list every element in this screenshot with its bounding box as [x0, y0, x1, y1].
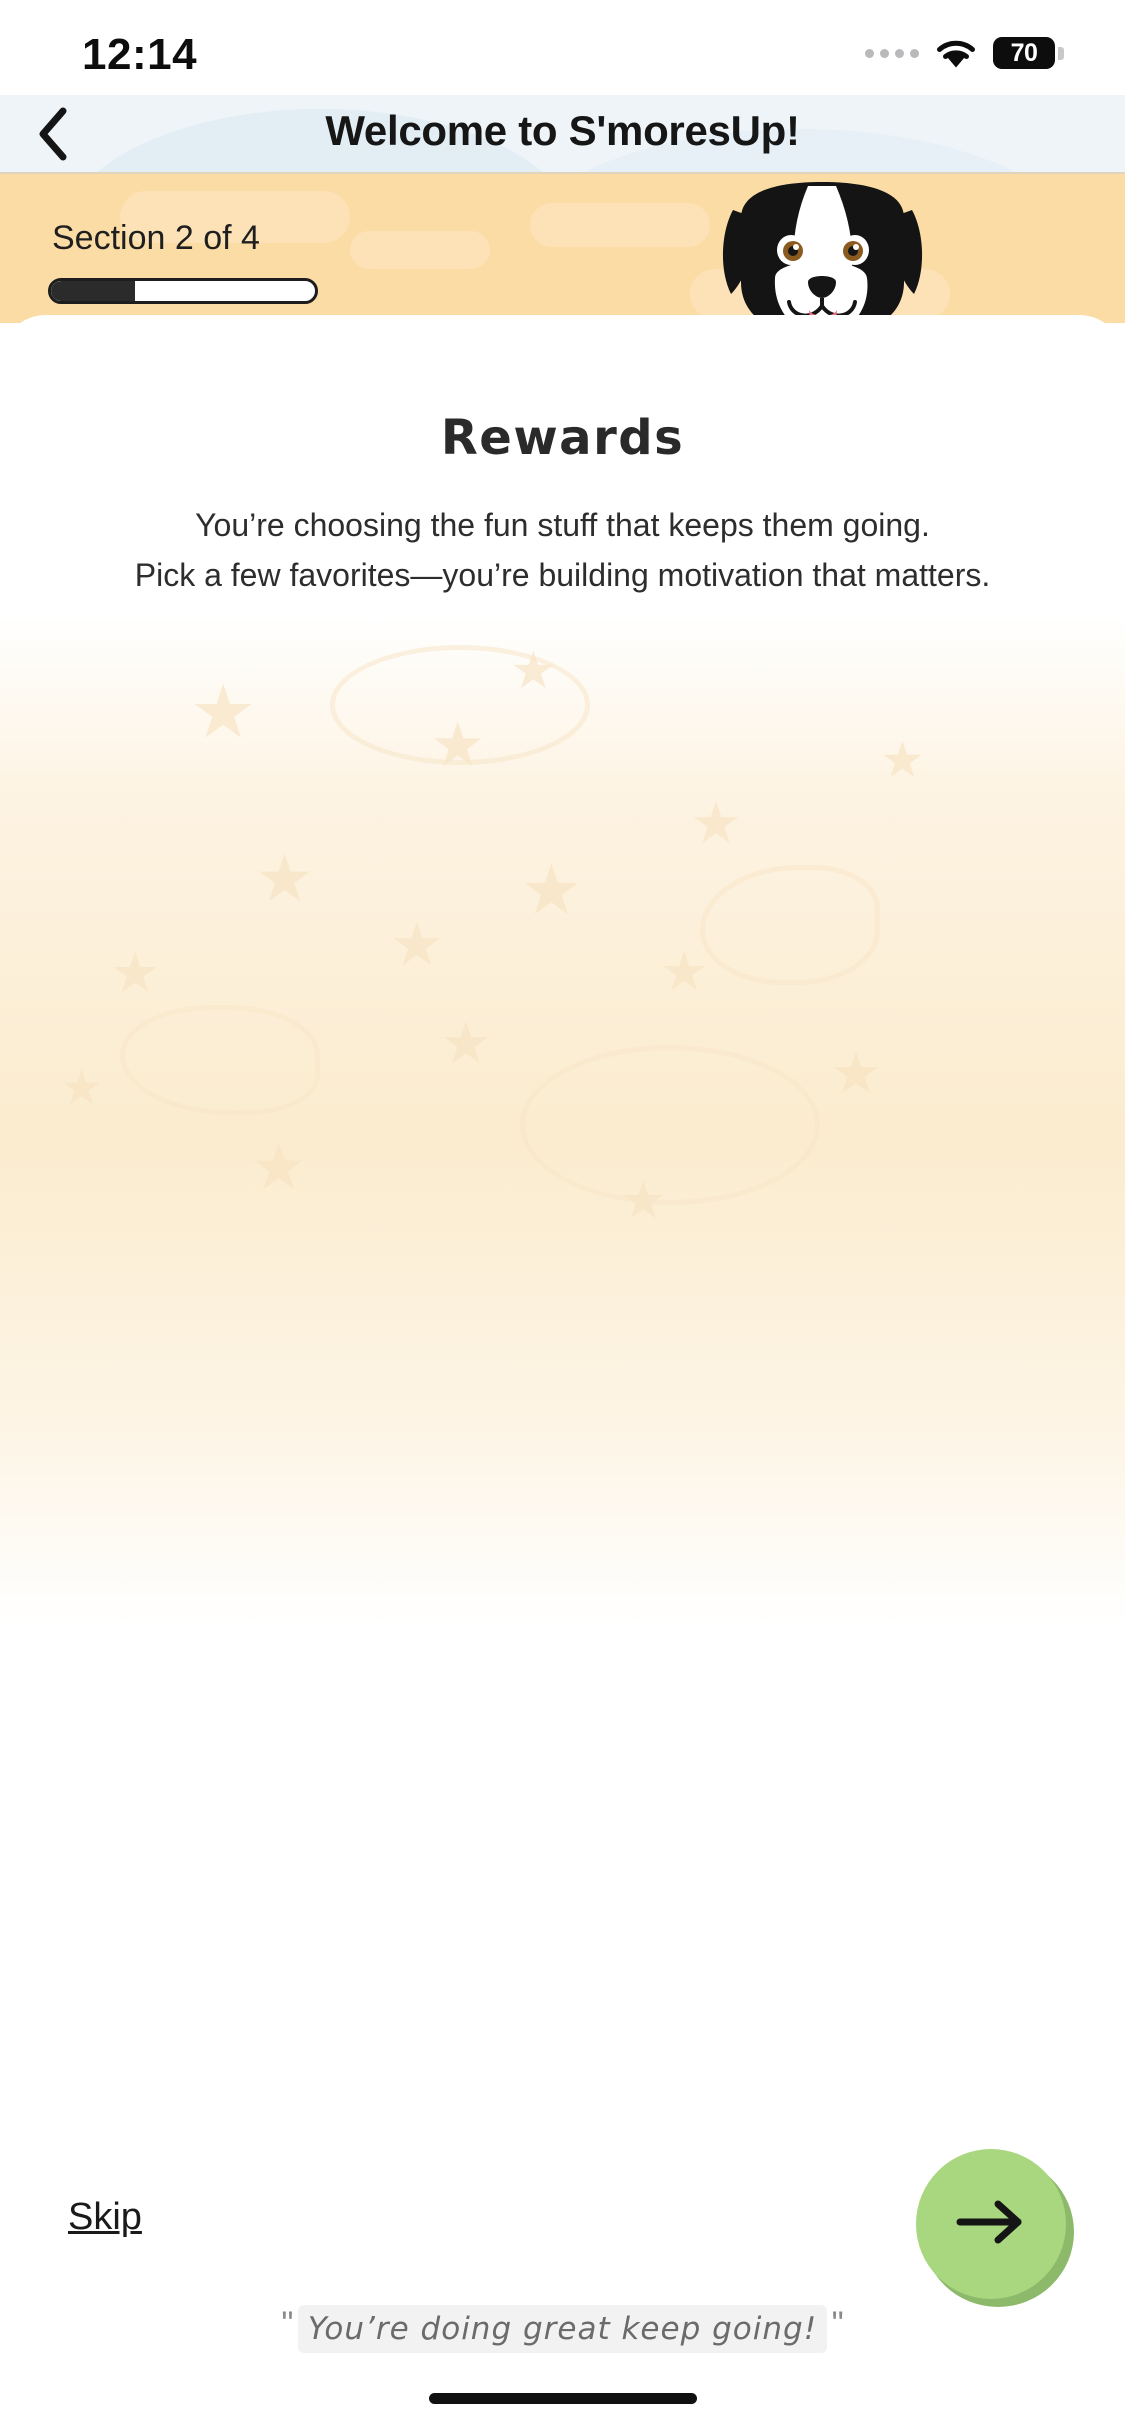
swirl-doodle [120, 1005, 320, 1115]
battery-nub [1058, 47, 1064, 60]
status-bar-indicators [865, 36, 1055, 70]
section-title: Rewards [440, 410, 685, 466]
app-header [0, 95, 1125, 173]
quote-open-mark: " [281, 2305, 294, 2343]
status-bar-time: 12:14 [82, 30, 198, 79]
progress-band [0, 173, 1125, 323]
signal-dots-icon [865, 49, 919, 58]
quote-text: You’re doing great keep going! [307, 2311, 818, 2347]
chevron-left-icon [33, 105, 73, 163]
star-doodle: ★ [440, 1011, 492, 1076]
back-button[interactable] [14, 99, 92, 169]
battery-icon [993, 37, 1055, 69]
next-button-face [916, 2149, 1066, 2299]
star-doodle: ★ [660, 942, 709, 1002]
cloud-decor [530, 203, 710, 247]
battery-percent-label: 70 [1010, 38, 1038, 67]
arrow-right-icon [952, 2196, 1030, 2253]
star-doodle: ★ [190, 670, 257, 753]
section-subtitle-line-1: You’re choosing the fun stuff that keeps them going. [195, 507, 930, 543]
content-card [0, 315, 1125, 2436]
star-doodle: ★ [430, 711, 486, 780]
progress-bar-fill [51, 281, 135, 301]
skip-button[interactable]: Skip [68, 2196, 142, 2238]
star-doodle: ★ [620, 1172, 667, 1230]
cloud-decor [350, 231, 490, 269]
home-indicator [429, 2393, 697, 2404]
star-doodle: ★ [110, 941, 161, 1004]
star-doodle: ★ [60, 1062, 104, 1115]
section-subtitle-line-2: Pick a few favorites—you’re building motivation that matters. [134, 557, 991, 593]
star-doodle: ★ [520, 851, 583, 929]
section-subtitle [0, 500, 1125, 600]
wifi-icon [933, 36, 979, 70]
star-doodle: ★ [880, 732, 925, 788]
header-divider [0, 172, 1125, 174]
swirl-doodle [700, 865, 880, 985]
star-doodle: ★ [250, 1131, 308, 1203]
next-button[interactable] [916, 2149, 1074, 2307]
page-title: Welcome to S'moresUp! [325, 107, 800, 154]
star-doodle: ★ [390, 911, 444, 978]
border-collie-dog-icon [715, 182, 930, 337]
star-doodle: ★ [510, 642, 557, 700]
encouragement-quote [0, 2305, 1125, 2353]
progress-bar [48, 278, 318, 304]
status-bar [0, 0, 1125, 95]
star-doodle: ★ [255, 841, 315, 915]
swirl-doodle [520, 1045, 820, 1205]
quote-highlight [298, 2305, 827, 2353]
swirl-doodle [330, 642, 590, 765]
decorative-doodle-background [0, 615, 1125, 1625]
star-doodle: ★ [690, 791, 742, 856]
section-progress-label: Section 2 of 4 [52, 219, 260, 257]
quote-close-mark: " [831, 2305, 844, 2343]
star-doodle: ★ [830, 1041, 882, 1106]
